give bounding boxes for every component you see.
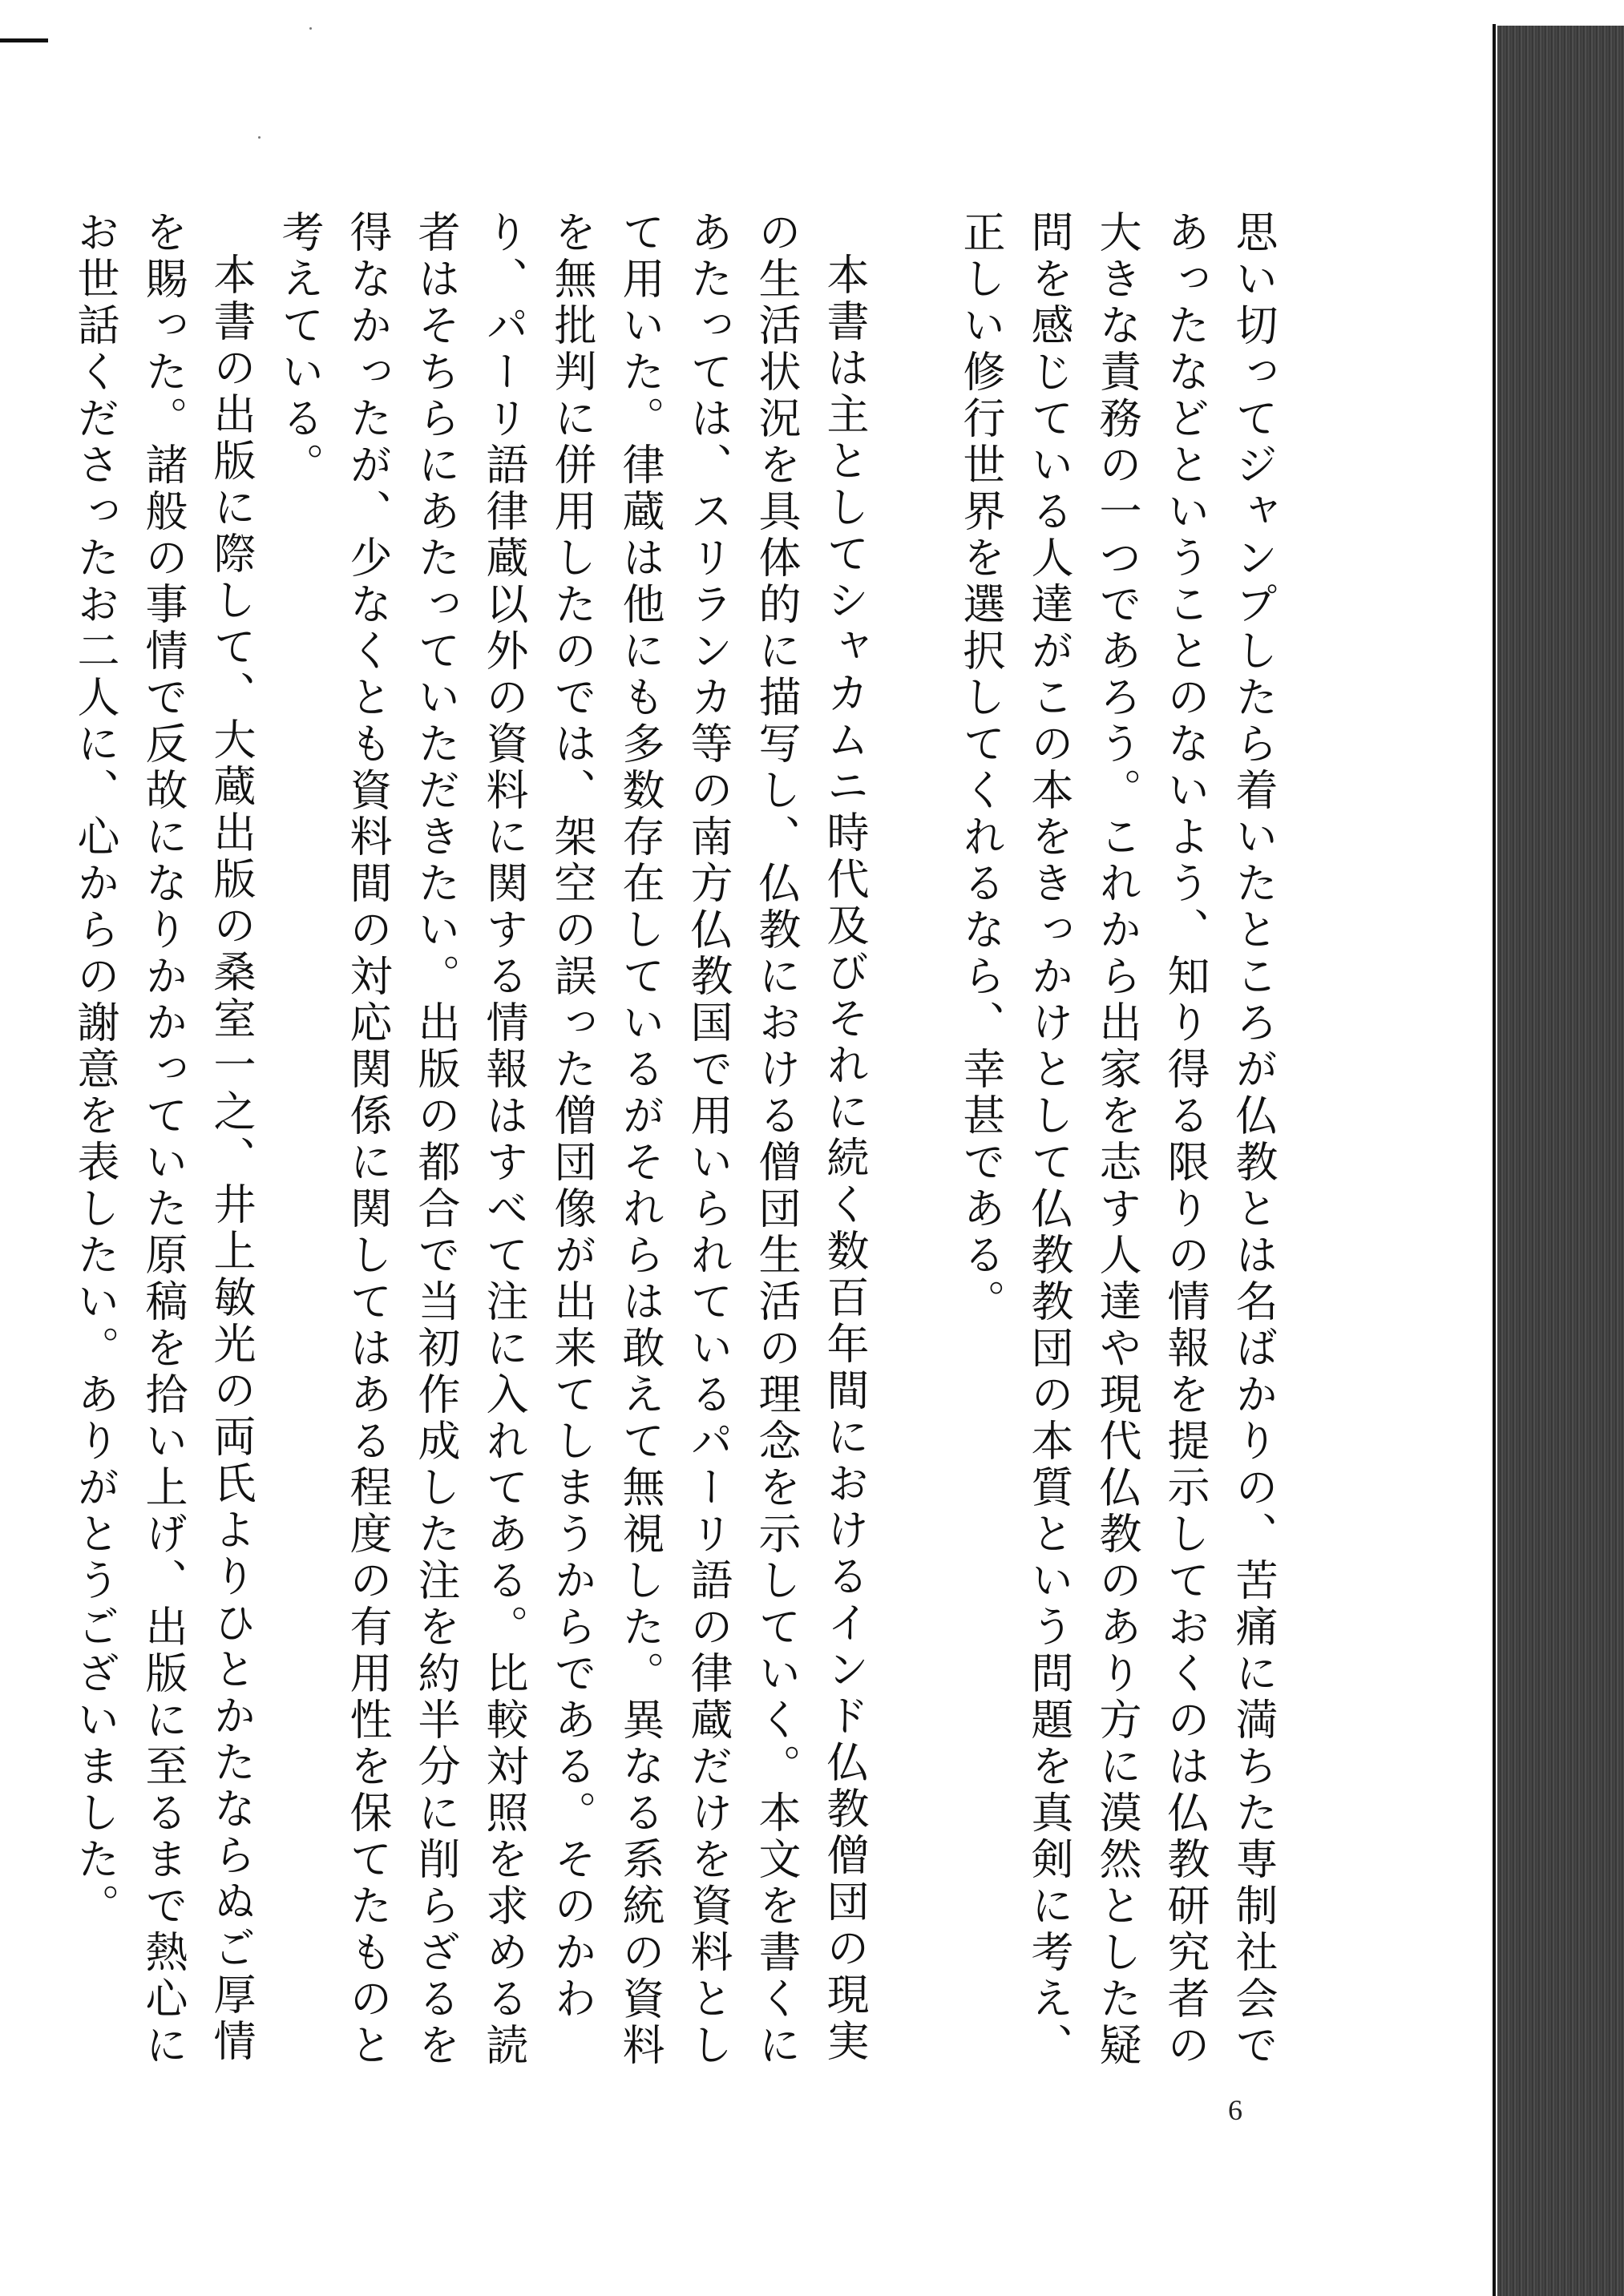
scan-dark-edge bbox=[1497, 26, 1624, 2296]
paragraph-2: 本書は主としてシャカムニ時代及びそれに続く数百年間におけるインド仏教僧団の現実の生活状況を具体的に描写し、仏教における僧団生活の理念を示していく。本文を書くにあたっては、スリランカ等の南方仏教国で用いられているパーリ語の律蔵だけを資料として用いた。律蔵は他にも多数存在しているがそれらは敢えて無視した。異なる系統の資料を無批判に併用したのでは、架空の誤った僧団像が出来てしまうからである。そのかわり、パーリ語律蔵以外の資料に関する情報はすべて注に入れてある。比較対照を求める読者はそちらにあたっていただきたい。出版の都合で当初作成した注を約半分に削らざるを得なかったが、少なくとも資料間の対応関係に関してはある程度の有用性を保てたものと考えている。 bbox=[275, 210, 869, 2069]
scan-speck bbox=[258, 136, 261, 139]
body-text bbox=[61, 210, 1287, 2101]
scan-edge-line bbox=[1493, 24, 1496, 2296]
scan-speck bbox=[309, 27, 312, 30]
paragraph-1: 思い切ってジャンプしたら着いたところが仏教とは名ばかりの、苦痛に満ちた専制社会であったなどということのないよう、知り得る限りの情報を提示しておくのは仏教研究者の大きな責務の一つであろう。これから出家を志す人達や現代仏教のあり方に漠然とした疑問を感じている人達がこの本をきっかけとして仏教教団の本質という問題を真剣に考え、正しい修行世界を選択してくれるなら、幸甚である。 bbox=[956, 210, 1278, 2069]
scan-corner-mark bbox=[0, 38, 48, 42]
page-number: 6 bbox=[1228, 2094, 1242, 2126]
paragraph-3: 本書の出版に際して、大蔵出版の桑室一之、井上敏光の両氏よりひとかたならぬご厚情を賜った。諸般の事情で反故になりかかっていた原稿を拾い上げ、出版に至るまで熱心にお世話くださったお二人に、心からの謝意を表したい。ありがとうございました。 bbox=[71, 210, 256, 2069]
